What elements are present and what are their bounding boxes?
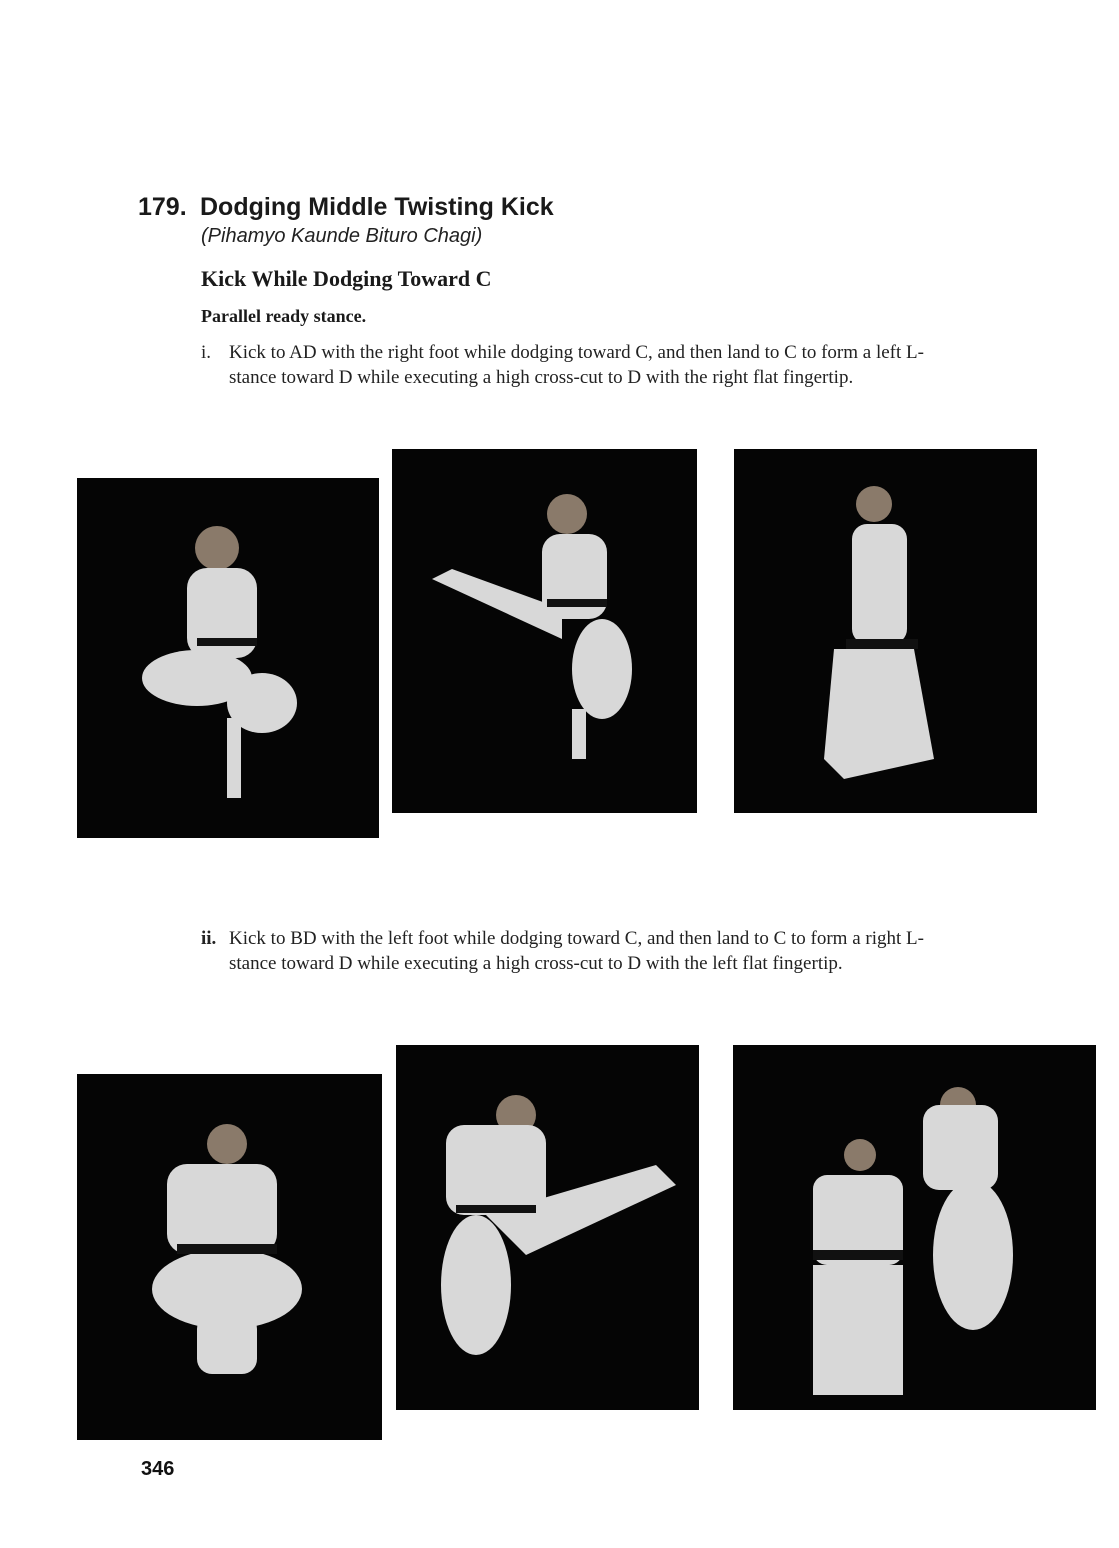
- photo-2-kick: [392, 449, 697, 813]
- photo-6-partner-demo: [733, 1045, 1096, 1410]
- photo-5-kick: [396, 1045, 699, 1410]
- photo-1-jump-tuck: [77, 478, 379, 838]
- photo-4-jump-tuck: [77, 1074, 382, 1440]
- step-marker: i.: [201, 342, 212, 363]
- subsection-heading: Kick While Dodging Toward C: [201, 266, 492, 291]
- step-text: Kick to AD with the right foot while dodging toward C, and then land to C to form a left L-stance toward D while executing a high cross-cut to D with the right flat fingertip.: [229, 342, 924, 388]
- photo-3-l-stance-cross-cut: [734, 449, 1037, 813]
- section-subtitle: (Pihamyo Kaunde Bituro Chagi): [201, 225, 483, 247]
- section-number: 179.: [138, 193, 187, 221]
- section-title: [138, 193, 554, 222]
- ready-stance: Parallel ready stance.: [201, 306, 367, 326]
- step-i: [201, 340, 941, 390]
- step-marker: ii.: [201, 928, 217, 949]
- step-ii: [201, 926, 941, 976]
- section-title-text: Dodging Middle Twisting Kick: [200, 193, 554, 221]
- page-number: 346: [141, 1458, 175, 1480]
- step-text: Kick to BD with the left foot while dodging toward C, and then land to C to form a right L-stance toward D while executing a high cross-cut to D with the left flat fingertip.: [229, 928, 924, 974]
